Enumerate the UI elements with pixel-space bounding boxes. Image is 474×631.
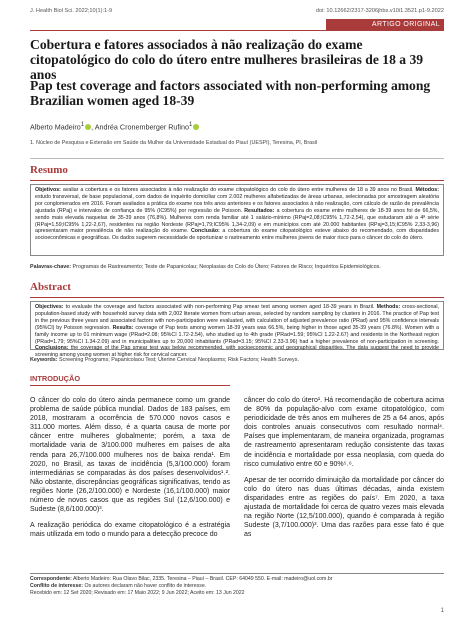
author-name: Alberto Madeiro (30, 122, 81, 132)
author-separator: , (91, 122, 95, 132)
abstract-heading: Abstract (30, 281, 71, 293)
resumo-rule (30, 180, 444, 181)
body-column-left (30, 396, 230, 546)
resumo-metodos: estudo transversal, de base populacional, com dados de inquérito domiciliar com 2.002 mulheres alfabetizadas de áreas urbanas, selecionadas por amostragem aleatória por conglomerados em 2016. Foram avaliados a prática do exame nos três anos anteriores e os fatores associados à não realização, com cálculo de razão de prevalência ajustada (RPaj) e intervalos de confiança de 95% (IC95%) por regressão de Poisson. (35, 193, 439, 214)
abstract-results: coverage of Pap tests among women 18-39 years was 66.5%, being higher in those aged 35-39 years (76.8%). Women with a family income up to 01 minimum wage (PRad=2.08; 95%CI 1.72-2.54), who studied up to 4th grade (PRad=1.59; 95%CI 1.22-2.67) and residents in the Northeast region (PRad=1.79; 95%CI 1.34-2.09) and in municipalities up to 20,000 inhabitants (PRad=3.15; 95%CI 2.33-3.96) had a higher prevalence of non-participation in screening. (35, 324, 439, 345)
conflict-line (30, 583, 444, 590)
author-name: Andréa Cronemberger Rufino (94, 122, 189, 132)
resumo-box (30, 184, 444, 256)
affiliation-divider (30, 158, 444, 159)
footer-divider (30, 573, 444, 574)
correspondence-text: Alberto Madeiro: Rua Olavo Bilac, 2335. Teresina – Piauí – Brasil. CEP: 64049 550. E-mail: madeiro@uol.com.br (71, 576, 333, 582)
resumo-conclusao: a cobertura do exame citopatológico esteve abaixo do recomendado, com disparidades socioeconômicas e geográficas. Os dados sugerem necessidade de oportunizar o rastreamento entre mulheres jovens de maior risco para o câncer do colo do útero. (35, 228, 439, 242)
author-affiliation-mark: 1 (189, 122, 193, 128)
footnote-block (30, 576, 444, 598)
paragraph: A realização periódica do exame citopatológico é a estratégia mais utilizada em todo o mundo para a detecção precoce do (30, 522, 230, 539)
palavras-chave: Programas de Rastreamento; Teste de Papanicolau; Neoplasias do Colo do Útero; Fatores de Risco; Inquéritos Epidemiológicos. (71, 264, 381, 270)
author-affiliation-mark: 1 (80, 122, 85, 128)
abstract-rule (30, 297, 444, 298)
doi-link[interactable]: doi: 10.12662/2317-3206jhbs.v10i1.3521.p1-9.2022 (315, 8, 444, 14)
header-divider (30, 30, 326, 31)
title-portuguese: Cobertura e fatores associados à não realização do exame citopatológico do colo do útero entre mulheres brasileiras de 18 a 39 anos (30, 37, 424, 82)
author-list (30, 122, 444, 131)
abstract-objectives: to evaluate the coverage and factors associated with non-performing Pap smear test among women aged 18-39 years in Brazil. (63, 304, 375, 310)
affiliation: 1. Núcleo de Pesquisa e Extensão em Saúde da Mulher da Universidade Estadual do Piauí (UESPI), Teresina, PI, Brasil (30, 140, 318, 146)
palavras-chave-label: Palavras-chave: (30, 264, 72, 270)
resumo-keywords (30, 264, 444, 270)
introduction-rule (30, 385, 230, 386)
abstract-keywords (30, 357, 444, 363)
journal-citation: J. Health Biol Sci. 2022;10(1):1-9 (30, 8, 113, 14)
running-header (30, 8, 444, 18)
keywords-label: Keywords: (30, 357, 58, 363)
title-english: Pap test coverage and factors associated with non-performing among Brazilian women aged 18-39 (30, 78, 431, 108)
resumo-conclusao-label: Conclusão: (190, 228, 220, 235)
paragraph: câncer do colo do útero¹. Há recomendação de cobertura acima de 80% da população-alvo com exame citopatológico, com periodicidade de três anos em mulheres de 25 a 64 anos, após dois controles anuais consecutivos com resultado normal⁴. Países que implementaram, de maneira organizada, programas de rastreamento apresentaram redução consistente das taxas de incidência e mortalidade por essa neoplasia, com queda do risco cumulativo entre 60 e 90%⁵˒⁶. (244, 397, 444, 468)
keywords: Screening Programs; Papanicolaou Test; Uterine Cervical Neoplasms; Risk Factors; Health Surveys. (57, 357, 299, 363)
dates-line: Recebido em: 12 Set 2020; Revisado em: 17 Maio 2022; 9 Jun 2022; Aceito em: 13 Jun 2022 (30, 590, 245, 597)
abstract-results-label: Results: (112, 324, 134, 331)
abstract-box (30, 301, 444, 359)
conflict-text: Os autores declaram não haver conflito de interesse. (83, 583, 207, 590)
resumo-metodos-label: Métodos: (415, 187, 439, 193)
resumo-resultados: a cobertura do exame entre mulheres de 18-39 anos foi de 66,5%, sendo mais elevada naquelas de 35-39 anos (76,8%). Mulheres com renda familiar até 1 salário-mínimo (RPaj=2,08;IC95% 1,72-2,54), que estudaram até a 4ª série (RPaj=1,59;IC95% 1,22-2,67), residentes na região Nordeste (RPaj=1,79;IC95% 1,34-2,09) e em municípios com até 20.000 habitantes (RPaj=3,15;IC95% 2,33-3,96) apresentaram maior prevalência de não realização do exame. (35, 207, 439, 235)
paragraph: O câncer do colo do útero ainda permanece como um grande problema de saúde pública mundial. Dados de 183 países, em 2018, mostraram a ocorrência de 570.000 novos casos e 311.000 mortes. Além disso, é a quarta causa de morte por câncer entre mulheres globalmente; porém, a taxa de mortalidade varia de 3/100.000 mulheres em países de alta renda para 26,7/100.000 mulheres nos de baixa renda¹. Em 2020, no Brasil, as taxas de incidência (5,3/100.000) foram intermediárias se comparadas às dos países desenvolvidos¹˒². Não obstante, discrepâncias geográficas significativas, tendo as regiões Norte (26,2/100.000) e Nordeste (16,1/100.000) maior número de novos casos que as regiões Sul (12,6/100.000) e Sudeste (8,6/100.000)³. (30, 397, 230, 514)
correspondence-line (30, 576, 444, 583)
article-type-badge: ARTIGO ORIGINAL (326, 19, 444, 31)
conflict-label: Conflito de interesse: (30, 583, 84, 590)
resumo-resultados-label: Resultados: (244, 207, 275, 214)
orcid-icon[interactable] (193, 124, 199, 130)
page-number: 1 (440, 608, 444, 614)
correspondence-label: Correspondente: (30, 576, 72, 582)
abstract-methods: cross-sectional, population-based study with household survey data with 2,002 literate women from urban areas, selected by random sampling by clusters in 2016. The practice of Pap test in the previous three years and associated factors with non-participation were evaluated, with calculation of adjusted prevalence ratio (PRad) and 95% confidence intervals (95%CI) by Poisson regression. (35, 304, 439, 331)
resumo-objetivos: avaliar a cobertura e os fatores associados à não realização do exame citopatológico do colo do útero entre mulheres de 18 a 39 anos no Brasil. (60, 187, 414, 193)
abstract-conclusions-label: Conclusions: (35, 345, 69, 352)
abstract-methods-label: Methods: (376, 304, 401, 310)
resumo-heading: Resumo (30, 164, 68, 176)
resumo-objetivos-label: Objetivos: (35, 187, 61, 193)
introduction-heading: INTRODUÇÃO (30, 374, 81, 383)
abstract-conclusions: the coverage of the Pap smear test was below recommended, with socioeconomic and geographical disparities. The data suggest the need to provide screening among young women at higher risk for cervical cancer. (35, 345, 439, 359)
abstract-objectives-label: Objectives: (35, 304, 64, 310)
body-column-right (244, 396, 444, 546)
paragraph: Apesar de ter ocorrido diminuição da mortalidade por câncer do colo do útero nas duas últimas décadas, ainda existem disparidades entre as regiões do país⁷. Em 2020, a taxa ajustada de mortalidade foi cerca de quatro vezes mais elevada na região Norte (12,5/100.000), quando é comparada à região Sudeste (3,7/100.000)³. Uma das razões para esse fato é que as (244, 476, 444, 539)
